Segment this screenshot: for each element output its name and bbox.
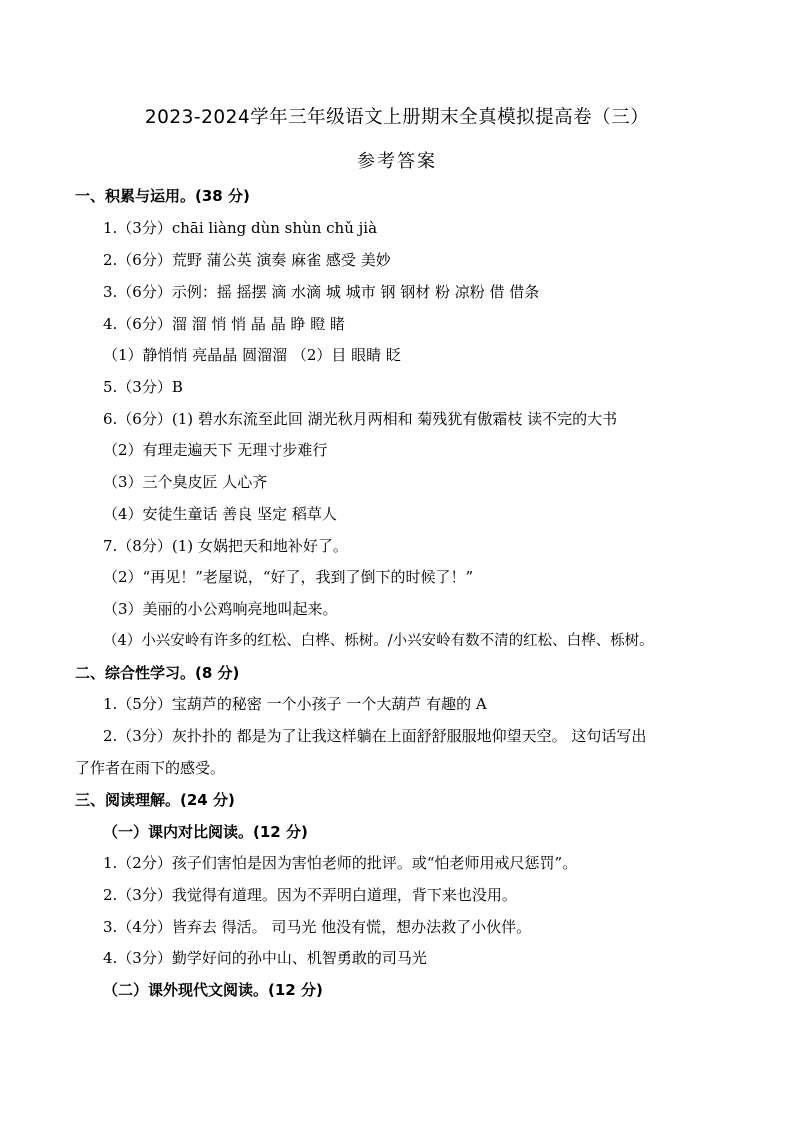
- answer-line: 2.（6分）荒野 蒲公英 演奏 麻雀 感受 美妙: [103, 251, 391, 269]
- answer-line: 3.（6分）示例：摇 摇摆 滴 水滴 城 城市 钢 钢材 粉 凉粉 借 借条: [103, 283, 540, 301]
- answer-line: 6.（6分）(1) 碧水东流至此回 湖光秋月两相和 菊残犹有傲霜枝 读不完的大书: [103, 410, 618, 428]
- answer-line: 了作者在雨下的感受。: [75, 759, 226, 777]
- answer-line: 3.（4分）皆弃去 得活。 司马光 他没有慌，想办法救了小伙伴。: [103, 918, 532, 936]
- section-2-heading: 二、综合性学习。(8 分): [75, 664, 240, 682]
- answer-line: 1.（3分）chāi liàng dùn shùn chǔ jià: [103, 219, 378, 237]
- document-subtitle: 参考答案: [357, 151, 437, 172]
- section-3-heading: 三、阅读理解。(24 分): [75, 791, 235, 809]
- answer-line: 4.（3分）勤学好问的孙中山、机智勇敢的司马光: [103, 949, 427, 967]
- answer-line: 4.（6分）溜 溜 悄 悄 晶 晶 睁 瞪 睹: [103, 315, 346, 333]
- answer-line: 5.（3分）B: [103, 378, 183, 396]
- answer-line: （2）有理走遍天下 无理寸步难行: [103, 441, 328, 459]
- section-1-heading: 一、积累与运用。(38 分): [75, 187, 250, 205]
- answer-line: 1.（5分）宝葫芦的秘密 一个小孩子 一个大葫芦 有趣的 A: [103, 695, 487, 713]
- answer-line: （1）静悄悄 亮晶晶 圆溜溜 （2）目 眼睛 眨: [103, 346, 401, 364]
- answer-line: 2.（3分）灰扑扑的 都是为了让我这样躺在上面舒舒服服地仰望天空。 这句话写出: [103, 727, 647, 745]
- answer-line: （4）安徒生童话 善良 坚定 稻草人: [103, 505, 337, 523]
- answer-line: （3）三个臭皮匠 人心齐: [103, 473, 268, 491]
- subsection-heading: （二）课外现代文阅读。(12 分): [103, 981, 323, 999]
- answer-line: 1.（2分）孩子们害怕是因为害怕老师的批评。或“怕老师用戒尺惩罚”。: [103, 854, 578, 872]
- answer-line: （3）美丽的小公鸡响亮地叫起来。: [103, 600, 338, 618]
- answer-line: 2.（3分）我觉得有道理。因为不弄明白道理，背下来也没用。: [103, 886, 517, 904]
- subsection-heading: （一）课内对比阅读。(12 分): [103, 823, 308, 841]
- answer-line: （2）“再见！”老屋说，“好了，我到了倒下的时候了！”: [103, 568, 474, 586]
- answer-line: 7.（8分）(1) 女娲把天和地补好了。: [103, 537, 348, 555]
- document-title: 2023-2024学年三年级语文上册期末全真模拟提高卷（三）: [144, 107, 650, 128]
- answer-line: （4）小兴安岭有许多的红松、白桦、栎树。/小兴安岭有数不清的红松、白桦、栎树。: [103, 633, 654, 649]
